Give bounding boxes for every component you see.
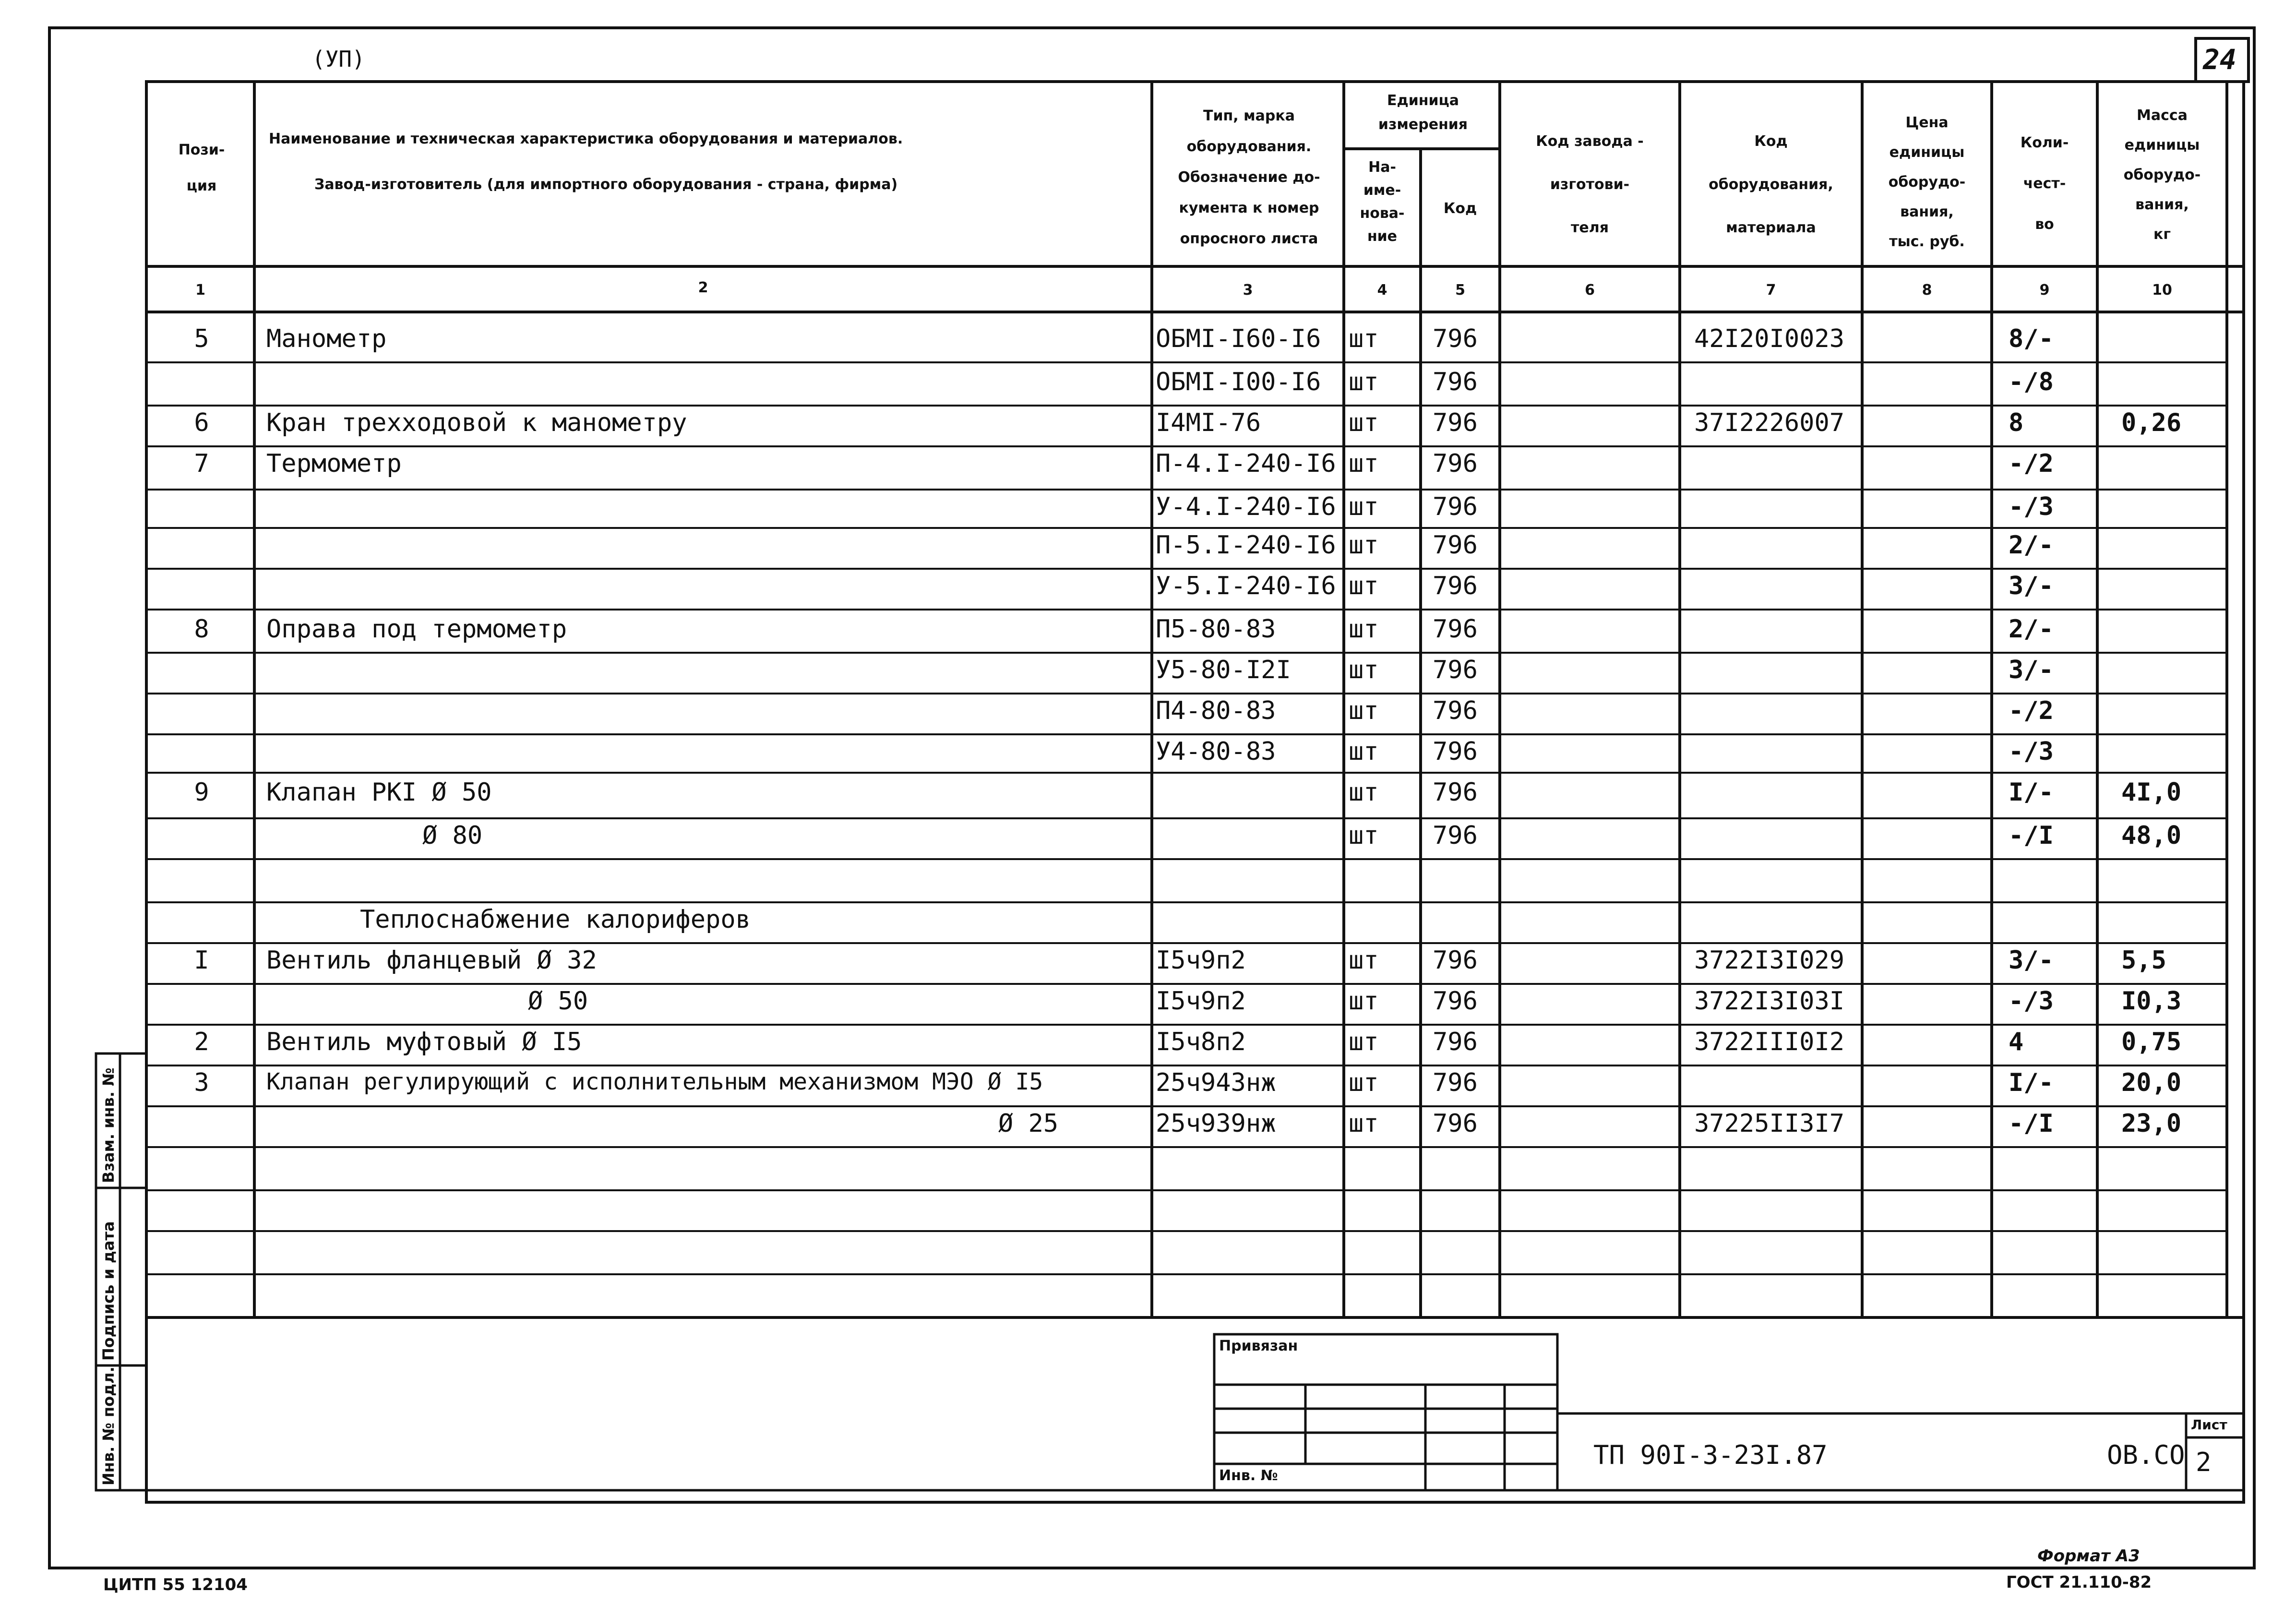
- cell-name: Вентиль фланцевый Ø 32: [266, 946, 597, 975]
- header-text: измерения: [1378, 116, 1468, 133]
- footer-code: ЦИТП 55 12104: [103, 1575, 248, 1594]
- cell-quantity: -/3: [2009, 492, 2054, 521]
- cell-unit-code: 796: [1433, 615, 1478, 644]
- col-number: 9: [2039, 282, 2050, 299]
- cell-type: I5ч9п2: [1156, 987, 1246, 1016]
- cell-type: ОБМI-I60-I6: [1156, 324, 1321, 353]
- header-unit-code: Код: [1443, 200, 1477, 217]
- cell-unit: шт: [1349, 531, 1379, 560]
- cell-type: 25ч939нж: [1156, 1109, 1276, 1138]
- cell-mass: I0,3: [2121, 987, 2182, 1016]
- doc-code: ТП 90I-3-23I.87: [1593, 1440, 1828, 1470]
- cell-unit-code: 796: [1433, 368, 1478, 396]
- cell-quantity: 4: [2009, 1028, 2024, 1056]
- cell-unit-code: 796: [1433, 821, 1478, 850]
- col-number: 3: [1243, 282, 1253, 299]
- cell-type: ОБМI-I00-I6: [1156, 368, 1321, 396]
- cell-quantity: -/8: [2009, 368, 2054, 396]
- cell-unit: шт: [1349, 408, 1379, 437]
- header-text: Обозначение до-: [1178, 169, 1320, 186]
- cell-quantity: 8/-: [2009, 324, 2054, 353]
- cell-unit: шт: [1349, 821, 1379, 850]
- header-text: Тип, марка: [1203, 108, 1295, 124]
- header-text: Единица: [1387, 92, 1459, 109]
- cell-mass: 4I,0: [2121, 778, 2182, 807]
- cell-unit-code: 796: [1433, 696, 1478, 725]
- header-text: материала: [1726, 219, 1816, 236]
- cell-position: 2: [194, 1028, 209, 1056]
- cell-position: 9: [194, 778, 209, 807]
- header-text: кг: [2153, 226, 2171, 243]
- header-name-line1: Наименование и техническая характеристика оборудования и материалов.: [269, 131, 903, 147]
- cell-type: 25ч943нж: [1156, 1068, 1276, 1097]
- cell-unit-code: 796: [1433, 408, 1478, 437]
- cell-unit: шт: [1349, 946, 1379, 975]
- cell-unit-code: 796: [1433, 1109, 1478, 1138]
- header-text: оборудования.: [1186, 138, 1312, 155]
- cell-quantity: -/2: [2009, 449, 2054, 478]
- list-label: Лист: [2191, 1417, 2227, 1433]
- cell-name: Вентиль муфтовый Ø I5: [266, 1028, 582, 1056]
- header-text: оборудо-: [2123, 167, 2201, 183]
- col-number: 10: [2152, 282, 2172, 299]
- cell-quantity: 3/-: [2009, 572, 2054, 600]
- cell-type: П5-80-83: [1156, 615, 1276, 644]
- cell-type: П-5.I-240-I6: [1156, 531, 1336, 560]
- cell-type: У4-80-83: [1156, 737, 1276, 766]
- cell-quantity: 3/-: [2009, 946, 2054, 975]
- header-text: Пози-: [178, 142, 225, 158]
- header-unit: [1349, 89, 1497, 137]
- cell-quantity: I/-: [2009, 778, 2054, 807]
- header-position: [154, 132, 250, 204]
- cell-quantity: -/I: [2009, 821, 2054, 850]
- side-label-vzam-inv: Взам. инв. №: [99, 1067, 118, 1183]
- cell-unit-code: 796: [1433, 531, 1478, 560]
- cell-name: Теплоснабжение калориферов: [360, 905, 751, 934]
- cell-unit-code: 796: [1433, 737, 1478, 766]
- header-text: изготови-: [1550, 176, 1630, 193]
- cell-mass: 0,75: [2121, 1028, 2182, 1056]
- cell-unit: шт: [1349, 778, 1379, 807]
- cell-position: 7: [194, 449, 209, 478]
- cell-position: 3: [194, 1068, 209, 1097]
- col-number: 5: [1455, 282, 1465, 299]
- col-number: 6: [1585, 282, 1595, 299]
- header-text: теля: [1571, 219, 1609, 236]
- cell-type: У5-80-I2I: [1156, 656, 1291, 684]
- cell-unit-code: 796: [1433, 1028, 1478, 1056]
- cell-equipment-code: 37225II3I7: [1694, 1109, 1845, 1138]
- cell-unit-code: 796: [1433, 946, 1478, 975]
- header-text: Цена: [1905, 114, 1949, 131]
- cell-quantity: -/3: [2009, 737, 2054, 766]
- stamp-inv-no: Инв. №: [1219, 1467, 1278, 1484]
- cell-type: П4-80-83: [1156, 696, 1276, 725]
- cell-position: 5: [194, 324, 209, 353]
- header-text: Код завода -: [1536, 133, 1644, 150]
- header-text: оборудования,: [1709, 176, 1833, 193]
- header-text: нова-: [1360, 205, 1405, 222]
- sheet-code: ОВ.СО: [2107, 1440, 2185, 1470]
- header-text: На-: [1368, 159, 1396, 176]
- header-text: Масса: [2137, 107, 2188, 124]
- header-text: единицы: [2124, 137, 2200, 154]
- cell-name: Термометр: [266, 449, 402, 478]
- cell-name: Ø 80: [422, 821, 483, 850]
- cell-unit-code: 796: [1433, 324, 1478, 353]
- header-price: [1865, 108, 1989, 257]
- cell-mass: 23,0: [2121, 1109, 2182, 1138]
- header-text: Коли-: [2020, 134, 2069, 151]
- cell-equipment-code: 3722I3I03I: [1694, 987, 1845, 1016]
- page-number: 24: [2203, 43, 2236, 76]
- col-number: 1: [195, 282, 205, 299]
- cell-equipment-code: 37I2226007: [1694, 408, 1845, 437]
- cell-equipment-code: 3722I3I029: [1694, 946, 1845, 975]
- cell-unit: шт: [1349, 449, 1379, 478]
- header-text: во: [2035, 216, 2054, 233]
- side-label-signature-date: Подпись и дата: [99, 1221, 118, 1361]
- cell-unit-code: 796: [1433, 572, 1478, 600]
- cell-name: Манометр: [266, 324, 387, 353]
- top-label: (УП): [312, 46, 365, 72]
- cell-equipment-code: 3722III0I2: [1694, 1028, 1845, 1056]
- col-number: 8: [1922, 282, 1932, 299]
- col-number: 7: [1766, 282, 1776, 299]
- cell-unit-code: 796: [1433, 492, 1478, 521]
- header-text: тыс. руб.: [1889, 233, 1965, 250]
- header-factory-code: [1502, 120, 1677, 250]
- footer-format: Формат А3: [2037, 1546, 2140, 1566]
- col-number: 4: [1377, 282, 1387, 299]
- cell-type: I4MI-76: [1156, 408, 1261, 437]
- cell-unit: шт: [1349, 656, 1379, 684]
- cell-quantity: -/2: [2009, 696, 2054, 725]
- cell-name: Кран трехходовой к манометру: [266, 408, 687, 437]
- cell-quantity: -/I: [2009, 1109, 2054, 1138]
- col-number: 2: [698, 279, 708, 296]
- cell-mass: 20,0: [2121, 1068, 2182, 1097]
- header-text: Код: [1754, 133, 1788, 150]
- header-text: име-: [1363, 182, 1401, 199]
- footer-gost: ГОСТ 21.110-82: [2006, 1573, 2152, 1592]
- cell-type: I5ч9п2: [1156, 946, 1246, 975]
- cell-name: Ø 50: [528, 987, 588, 1016]
- header-text: чест-: [2023, 175, 2066, 192]
- side-label-inv-podl: Инв. № подл.: [99, 1366, 118, 1485]
- header-text: опросного листа: [1180, 230, 1318, 247]
- header-unit-name: [1346, 156, 1418, 248]
- cell-type: I5ч8п2: [1156, 1028, 1246, 1056]
- cell-position: 6: [194, 408, 209, 437]
- stamp-privyazan: Привязан: [1219, 1338, 1298, 1354]
- header-text: ция: [186, 178, 217, 194]
- header-mass: [2100, 101, 2224, 250]
- cell-name: Оправа под термометр: [266, 615, 567, 644]
- cell-quantity: -/3: [2009, 987, 2054, 1016]
- cell-mass: 0,26: [2121, 408, 2182, 437]
- cell-mass: 48,0: [2121, 821, 2182, 850]
- cell-unit: шт: [1349, 572, 1379, 600]
- header-equipment-code: [1682, 120, 1860, 250]
- cell-unit: шт: [1349, 1068, 1379, 1097]
- cell-unit: шт: [1349, 987, 1379, 1016]
- cell-position: I: [194, 946, 209, 975]
- cell-unit: шт: [1349, 737, 1379, 766]
- header-text: вания,: [2135, 196, 2189, 213]
- cell-type: У-5.I-240-I6: [1156, 572, 1336, 600]
- cell-name: Клапан регулирующий с исполнительным механизмом МЭО Ø I5: [266, 1068, 1043, 1095]
- cell-unit: шт: [1349, 615, 1379, 644]
- cell-position: 8: [194, 615, 209, 644]
- cell-unit-code: 796: [1433, 656, 1478, 684]
- cell-mass: 5,5: [2121, 946, 2166, 975]
- cell-quantity: 2/-: [2009, 615, 2054, 644]
- header-type: [1157, 101, 1341, 254]
- cell-equipment-code: 42I20I0023: [1694, 324, 1845, 353]
- header-quantity: [1994, 122, 2095, 245]
- cell-unit: шт: [1349, 1109, 1379, 1138]
- cell-unit-code: 796: [1433, 987, 1478, 1016]
- cell-unit: шт: [1349, 368, 1379, 396]
- cell-type: П-4.I-240-I6: [1156, 449, 1336, 478]
- cell-quantity: 8: [2009, 408, 2024, 437]
- cell-quantity: 3/-: [2009, 656, 2054, 684]
- header-text: вания,: [1900, 203, 1954, 220]
- cell-name: Ø 25: [998, 1109, 1059, 1138]
- list-number: 2: [2196, 1447, 2212, 1477]
- cell-unit: шт: [1349, 1028, 1379, 1056]
- header-text: ние: [1367, 228, 1398, 245]
- cell-unit: шт: [1349, 696, 1379, 725]
- cell-name: Клапан РКI Ø 50: [266, 778, 492, 807]
- header-text: единицы: [1889, 144, 1965, 161]
- cell-unit-code: 796: [1433, 1068, 1478, 1097]
- cell-quantity: I/-: [2009, 1068, 2054, 1097]
- cell-unit: шт: [1349, 492, 1379, 521]
- cell-quantity: 2/-: [2009, 531, 2054, 560]
- cell-unit-code: 796: [1433, 778, 1478, 807]
- cell-type: У-4.I-240-I6: [1156, 492, 1336, 521]
- header-name-line2: Завод-изготовитель (для импортного оборудования - страна, фирма): [314, 176, 898, 193]
- cell-unit-code: 796: [1433, 449, 1478, 478]
- cell-unit: шт: [1349, 324, 1379, 353]
- header-text: оборудо-: [1888, 174, 1966, 191]
- header-text: кумента к номер: [1179, 200, 1319, 216]
